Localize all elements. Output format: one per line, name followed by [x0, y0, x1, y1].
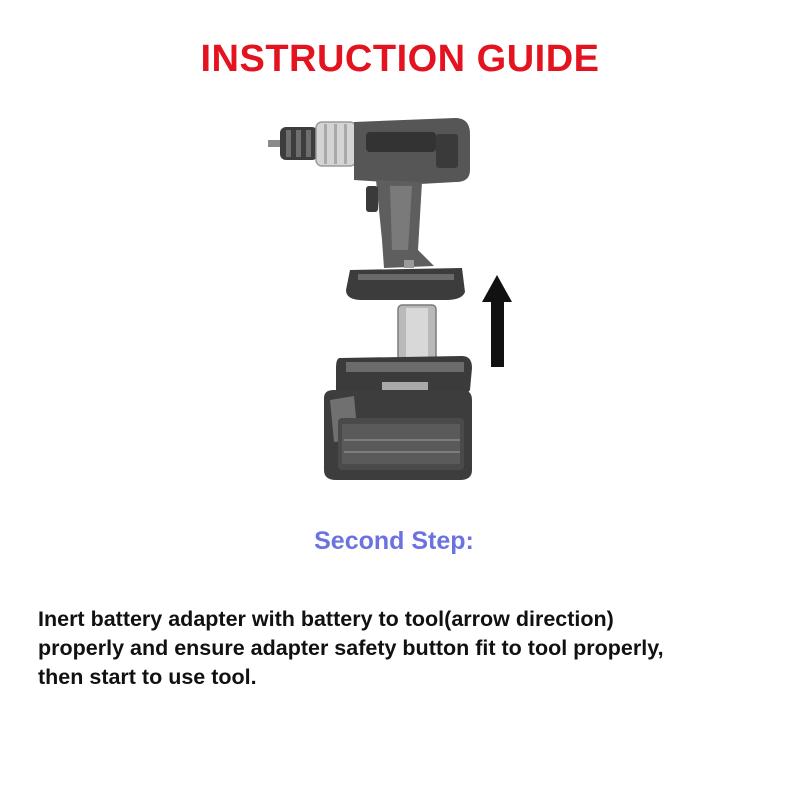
- instruction-text: [38, 605, 778, 692]
- cordless-drill-icon: [268, 118, 470, 300]
- battery-icon: [324, 390, 472, 480]
- instruction-line: Inert battery adapter with battery to tool(arrow direction): [38, 607, 614, 631]
- instruction-line: properly and ensure adapter safety button fit to tool properly,: [38, 636, 664, 660]
- page-title: INSTRUCTION GUIDE: [200, 38, 600, 80]
- assembly-illustration: [250, 100, 550, 500]
- instruction-line: then start to use tool.: [38, 665, 257, 689]
- up-arrow-icon: [482, 275, 512, 367]
- step-label: Second Step:: [314, 527, 474, 555]
